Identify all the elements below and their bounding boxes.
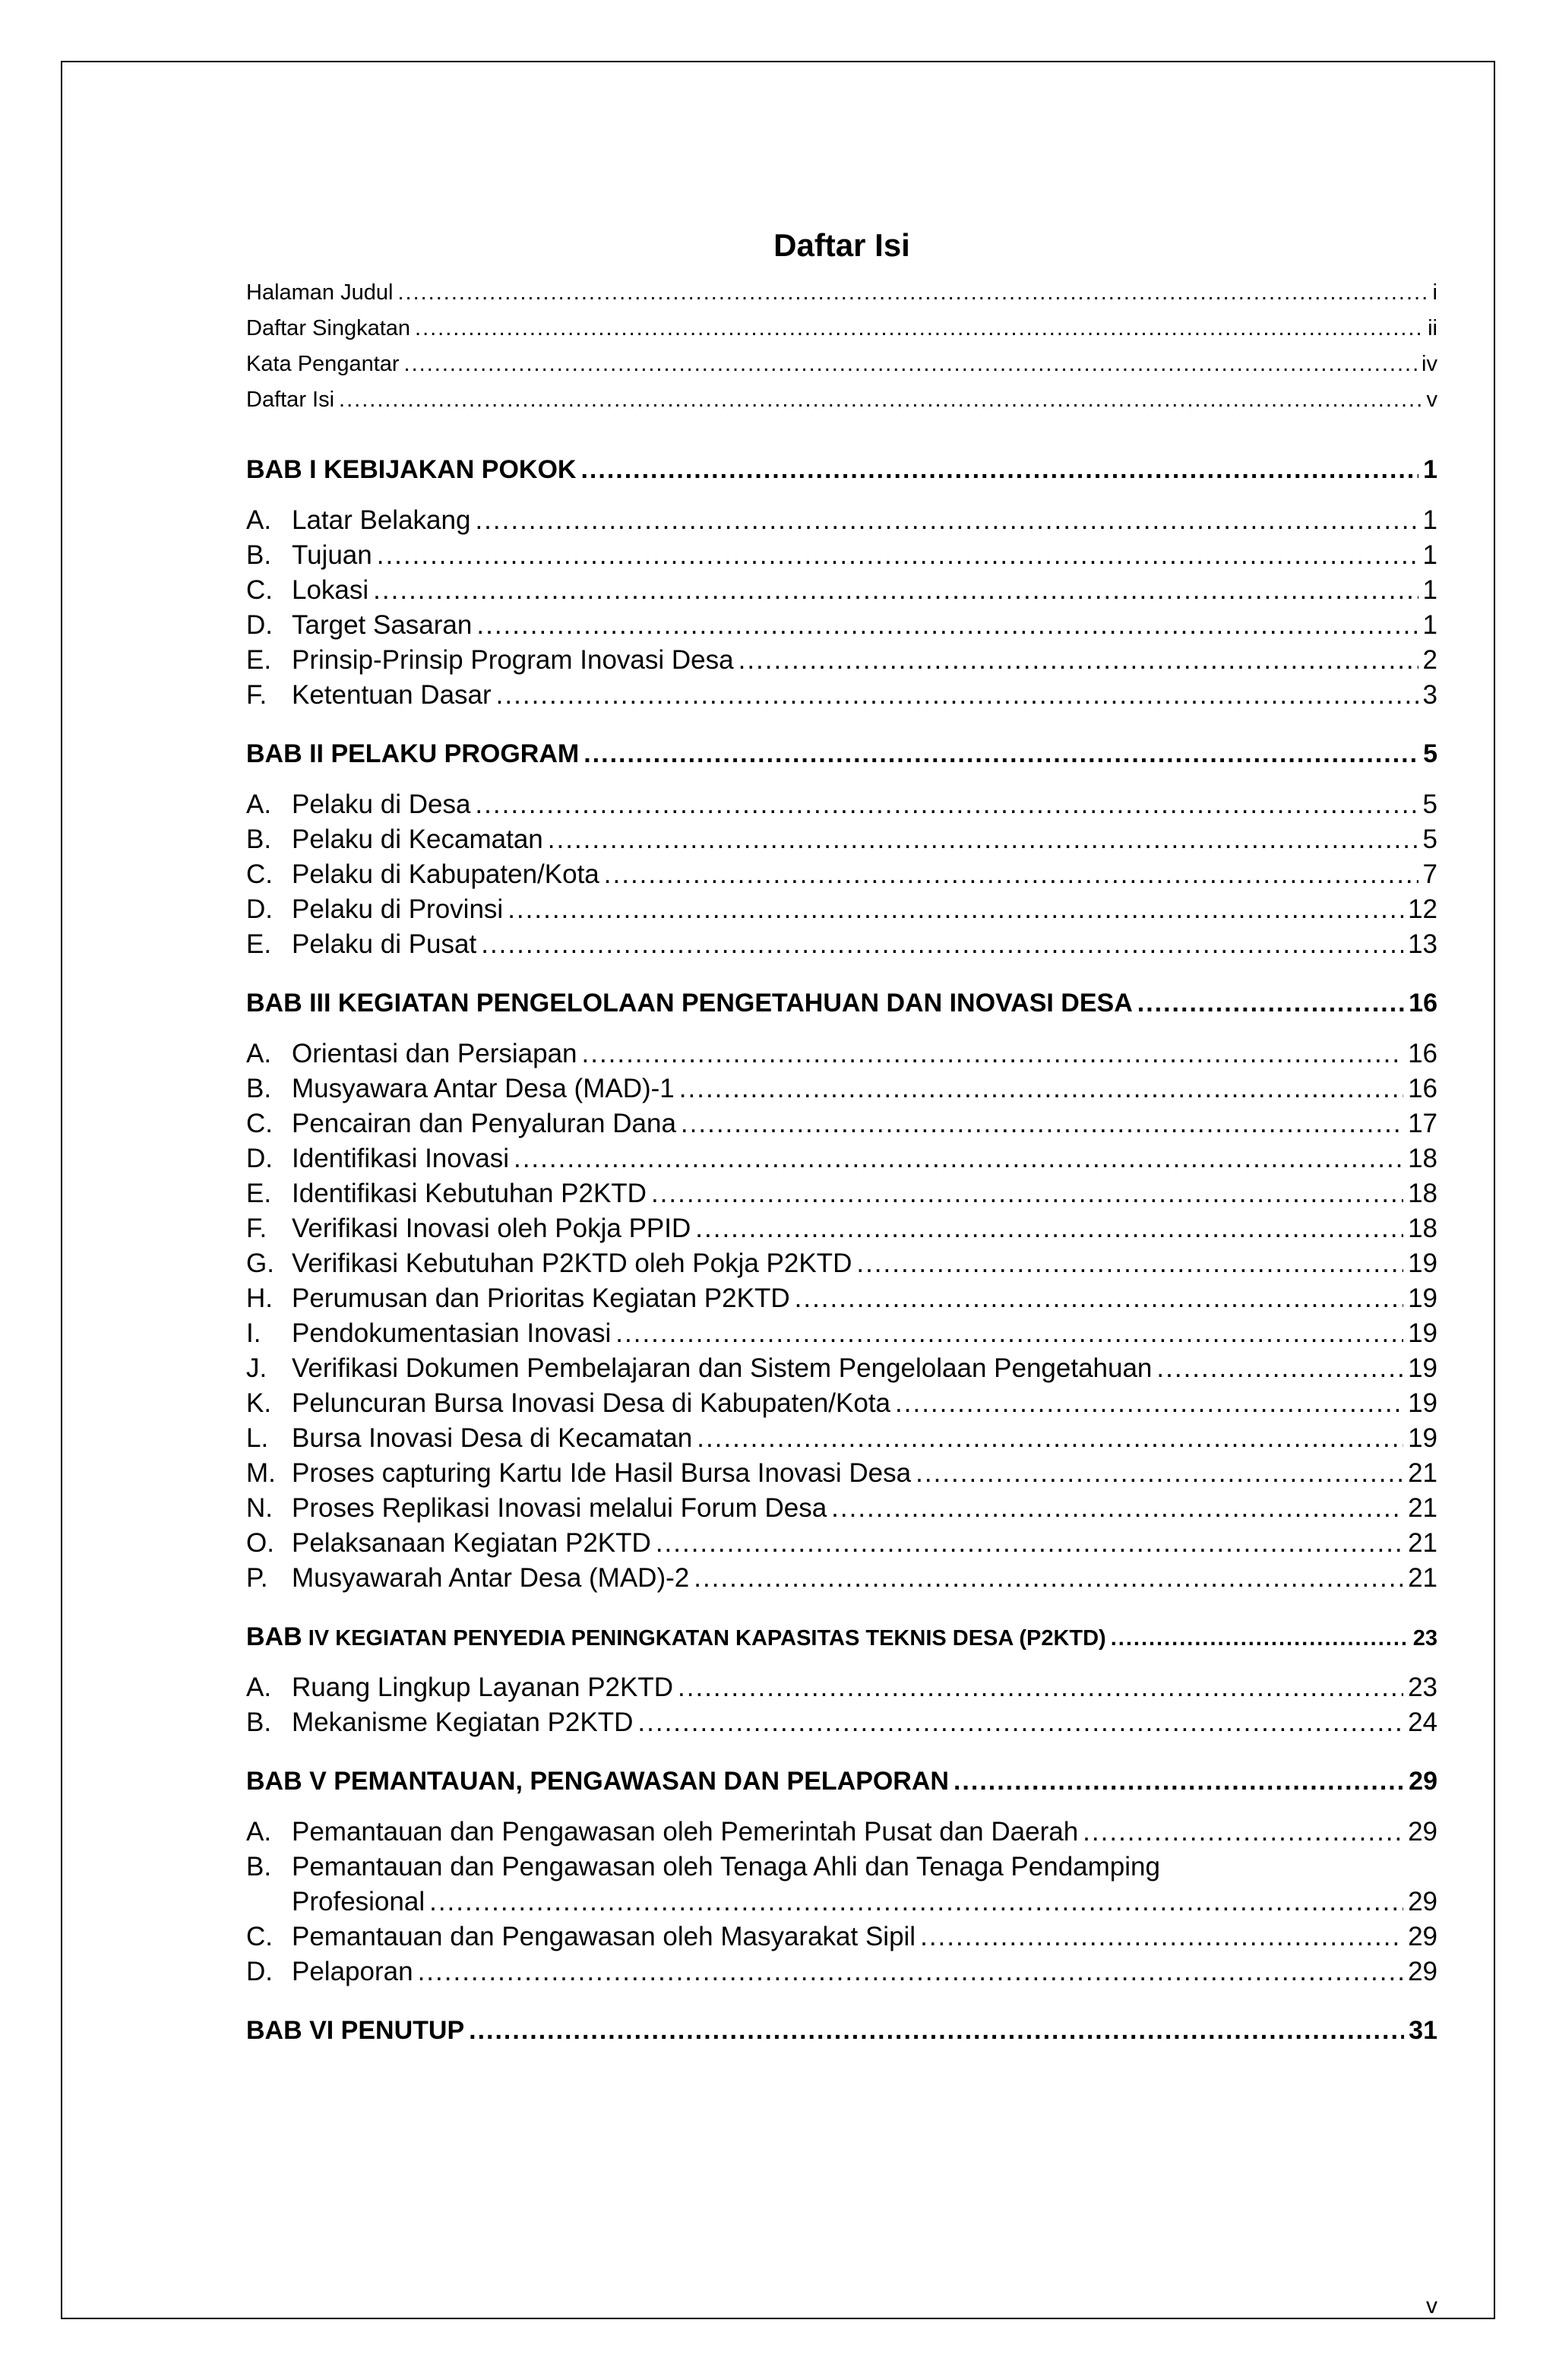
toc-label: Identifikasi Inovasi — [292, 1144, 509, 1173]
toc-letter: E. — [246, 929, 272, 959]
toc-entry[interactable] — [246, 1106, 1437, 1141]
toc-label: Pelaku di Desa — [292, 790, 471, 819]
toc-page: 13 — [1408, 929, 1437, 959]
toc-letter: A. — [246, 1673, 272, 1702]
toc-chapter-prefix: BAB — [246, 1622, 302, 1651]
toc-entry[interactable] — [246, 1421, 1437, 1456]
toc-page: 29 — [1408, 1887, 1437, 1916]
toc-label: Pelaku di Kecamatan — [292, 824, 543, 854]
leader-dots — [795, 1281, 1403, 1316]
toc-label: Musyawara Antar Desa (MAD)-1 — [292, 1074, 675, 1103]
toc-chapter-title: BAB V PEMANTAUAN, PENGAWASAN DAN PELAPORAN — [246, 1767, 949, 1796]
toc-label: Lokasi — [292, 575, 369, 605]
toc-entry-kata-pengantar[interactable] — [246, 350, 1437, 378]
leader-dots — [377, 538, 1418, 573]
toc-entry[interactable] — [246, 538, 1437, 573]
leader-dots — [954, 1764, 1404, 1798]
toc-label: Kata Pengantar — [246, 352, 400, 376]
toc-entry[interactable] — [246, 643, 1437, 678]
toc-page: 18 — [1408, 1214, 1437, 1243]
toc-letter: E. — [246, 1179, 272, 1208]
toc-page: 18 — [1408, 1179, 1437, 1208]
toc-letter: F. — [246, 680, 267, 710]
toc-entry[interactable] — [246, 1526, 1437, 1561]
toc-letter: A. — [246, 1039, 272, 1068]
leader-dots — [694, 1561, 1403, 1596]
toc-letter: N. — [246, 1493, 273, 1523]
toc-entry[interactable] — [246, 1071, 1437, 1106]
toc-page: ii — [1428, 316, 1437, 340]
leader-dots — [681, 1106, 1403, 1141]
toc-letter: C. — [246, 1922, 273, 1951]
leader-dots — [415, 315, 1423, 342]
toc-entry[interactable] — [246, 1491, 1437, 1526]
leader-dots — [582, 1037, 1404, 1071]
toc-page: 5 — [1423, 739, 1437, 768]
toc-entry[interactable] — [246, 857, 1437, 892]
toc-chapter-title: BAB I KEBIJAKAN POKOK — [246, 455, 577, 484]
toc-entry-halaman-judul[interactable] — [246, 279, 1437, 306]
toc-label: Latar Belakang — [292, 505, 471, 535]
toc-entry[interactable] — [246, 892, 1437, 927]
toc-entry[interactable] — [246, 1351, 1437, 1386]
toc-letter: B. — [246, 1074, 272, 1103]
toc-letter: B. — [246, 824, 272, 854]
toc-label: Prinsip-Prinsip Program Inovasi Desa — [292, 645, 734, 675]
toc-letter: K. — [246, 1388, 272, 1418]
toc-page: iv — [1422, 352, 1437, 376]
toc-entry[interactable] — [246, 1850, 1437, 1885]
toc-entry[interactable] — [246, 1176, 1437, 1211]
leader-dots — [475, 787, 1418, 822]
toc-page: 23 — [1412, 1626, 1437, 1650]
toc-entry[interactable] — [246, 1316, 1437, 1351]
leader-dots — [656, 1526, 1403, 1561]
leader-dots — [475, 503, 1418, 538]
toc-letter: I. — [246, 1318, 261, 1348]
toc-page: 31 — [1409, 2016, 1437, 2045]
leader-dots — [514, 1141, 1403, 1176]
toc-entry[interactable] — [246, 1386, 1437, 1421]
toc-letter: B. — [246, 540, 272, 570]
toc-letter: F. — [246, 1214, 267, 1243]
toc-page: 1 — [1423, 455, 1437, 484]
toc-chapter-bab-2[interactable] — [246, 737, 1437, 771]
toc-entry-daftar-isi[interactable] — [246, 386, 1437, 413]
toc-label: Pemantauan dan Pengawasan oleh Masyarakat Sipil — [292, 1922, 916, 1951]
toc-entry[interactable] — [246, 573, 1437, 608]
toc-letter: D. — [246, 1957, 273, 1986]
leader-dots — [580, 453, 1418, 486]
toc-chapter-bab-1[interactable] — [246, 453, 1437, 486]
leader-dots — [508, 892, 1403, 927]
toc-page: 29 — [1409, 1767, 1437, 1796]
toc-label: Verifikasi Dokumen Pembelajaran dan Sistem Pengelolaan Pengetahuan — [292, 1353, 1153, 1383]
toc-label: Pemantauan dan Pengawasan oleh Tenaga Ahli dan Tenaga Pendamping — [292, 1852, 1160, 1882]
toc-page: 19 — [1408, 1388, 1437, 1418]
toc-page: 19 — [1408, 1249, 1437, 1278]
toc-entry[interactable] — [246, 1920, 1437, 1954]
toc-label: Bursa Inovasi Desa di Kecamatan — [292, 1423, 693, 1453]
toc-letter: B. — [246, 1707, 272, 1737]
toc-label: Tujuan — [292, 540, 372, 570]
toc-label: Pelaku di Pusat — [292, 929, 477, 959]
toc-label: Peluncuran Bursa Inovasi Desa di Kabupaten/Kota — [292, 1388, 891, 1418]
toc-page: 16 — [1408, 1039, 1437, 1068]
toc-entry[interactable] — [246, 1954, 1437, 1989]
toc-entry[interactable] — [246, 1281, 1437, 1316]
toc-label: Musyawarah Antar Desa (MAD)-2 — [292, 1563, 690, 1593]
toc-entry[interactable] — [246, 1037, 1437, 1071]
toc-page: 29 — [1408, 1922, 1437, 1951]
toc-entry[interactable] — [246, 1246, 1437, 1281]
leader-dots — [651, 1176, 1403, 1211]
toc-page: 21 — [1408, 1493, 1437, 1523]
toc-page: 19 — [1408, 1353, 1437, 1383]
toc-label: Proses capturing Kartu Ide Hasil Bursa Inovasi Desa — [292, 1458, 912, 1488]
toc-label: Pelaku di Provinsi — [292, 894, 504, 924]
toc-label: Pendokumentasian Inovasi — [292, 1318, 612, 1348]
toc-label: Daftar Singkatan — [246, 316, 411, 340]
toc-page: 21 — [1408, 1458, 1437, 1488]
toc-page: 3 — [1422, 680, 1437, 710]
toc-label: Pelaku di Kabupaten/Kota — [292, 859, 599, 889]
toc-page: i — [1432, 280, 1437, 305]
leader-dots — [548, 822, 1418, 857]
toc-page: 1 — [1422, 575, 1437, 605]
toc-page: 5 — [1422, 790, 1437, 819]
toc-chapter-bab-3[interactable] — [246, 986, 1437, 1020]
toc-entry-daftar-singkatan[interactable] — [246, 315, 1437, 342]
toc-label: Verifikasi Kebutuhan P2KTD oleh Pokja P2KTD — [292, 1249, 852, 1278]
leader-dots — [584, 737, 1418, 771]
toc-page: 1 — [1422, 610, 1437, 640]
toc-chapter-title: IV KEGIATAN PENYEDIA PENINGKATAN KAPASITAS TEKNIS DESA (P2KTD) — [308, 1626, 1106, 1650]
toc-page: 1 — [1422, 505, 1437, 535]
leader-dots — [469, 2014, 1404, 2047]
toc-page: v — [1426, 388, 1437, 412]
leader-dots — [695, 1211, 1403, 1246]
leader-dots — [615, 1316, 1403, 1351]
toc-page: 19 — [1408, 1423, 1437, 1453]
leader-dots — [604, 857, 1418, 892]
leader-dots — [831, 1491, 1403, 1526]
toc-letter: D. — [246, 894, 273, 924]
toc-letter: A. — [246, 790, 272, 819]
leader-dots — [429, 1885, 1403, 1920]
toc-page: 5 — [1422, 824, 1437, 854]
toc-label: Orientasi dan Persiapan — [292, 1039, 577, 1068]
toc-page: 19 — [1408, 1283, 1437, 1313]
toc-letter: L. — [246, 1423, 269, 1453]
toc-letter: A. — [246, 1817, 272, 1847]
leader-dots — [679, 1071, 1403, 1106]
leader-dots — [1137, 986, 1404, 1020]
toc-page: 7 — [1422, 859, 1437, 889]
toc-page: 19 — [1408, 1318, 1437, 1348]
page-frame — [61, 61, 1495, 2319]
page-number: v — [1426, 2293, 1437, 2318]
toc-label: Perumusan dan Prioritas Kegiatan P2KTD — [292, 1283, 790, 1313]
toc-entry[interactable] — [246, 608, 1437, 643]
leader-dots — [738, 643, 1418, 678]
leader-dots — [856, 1246, 1403, 1281]
toc-page: 16 — [1408, 1074, 1437, 1103]
toc-letter: C. — [246, 859, 273, 889]
toc-label: Mekanisme Kegiatan P2KTD — [292, 1707, 634, 1737]
toc-entry[interactable] — [246, 1456, 1437, 1491]
toc-letter: J. — [246, 1353, 267, 1383]
leader-dots — [1156, 1351, 1403, 1386]
leader-dots — [1083, 1815, 1403, 1850]
toc-page: 2 — [1422, 645, 1437, 675]
leader-dots — [476, 608, 1418, 643]
toc-entry[interactable] — [246, 1561, 1437, 1596]
toc-letter: D. — [246, 610, 273, 640]
toc-page: 21 — [1408, 1528, 1437, 1558]
toc-page: 29 — [1408, 1817, 1437, 1847]
toc-label: Daftar Isi — [246, 388, 335, 412]
toc-letter: H. — [246, 1283, 273, 1313]
toc-label: Pelaksanaan Kegiatan P2KTD — [292, 1528, 651, 1558]
leader-dots — [339, 386, 1422, 413]
leader-dots — [418, 1954, 1403, 1989]
toc-label: Target Sasaran — [292, 610, 473, 640]
toc-letter: A. — [246, 505, 272, 535]
toc-entry[interactable] — [246, 787, 1437, 822]
toc-letter: B. — [246, 1852, 272, 1882]
toc-page: 12 — [1408, 894, 1437, 924]
toc-letter: M. — [246, 1458, 276, 1488]
toc-label: Verifikasi Inovasi oleh Pokja PPID — [292, 1214, 691, 1243]
leader-dots — [895, 1386, 1403, 1421]
toc-entry[interactable] — [246, 1815, 1437, 1850]
toc-page: 18 — [1408, 1144, 1437, 1173]
toc-page: 29 — [1408, 1957, 1437, 1986]
toc-letter: C. — [246, 1109, 273, 1138]
toc-letter: O. — [246, 1528, 274, 1558]
toc-chapter-bab-6[interactable] — [246, 2014, 1437, 2047]
toc-entry[interactable] — [246, 1670, 1437, 1705]
page-title: Daftar Isi — [773, 227, 910, 263]
toc-label: Ruang Lingkup Layanan P2KTD — [292, 1673, 674, 1702]
leader-dots — [404, 350, 1418, 378]
toc-label: Identifikasi Kebutuhan P2KTD — [292, 1179, 647, 1208]
toc-page: 17 — [1408, 1109, 1437, 1138]
toc-chapter-title: BAB III KEGIATAN PENGELOLAAN PENGETAHUAN DAN INOVASI DESA — [246, 989, 1133, 1018]
toc-entry[interactable] — [246, 678, 1437, 713]
toc-letter: G. — [246, 1249, 274, 1278]
toc-entry[interactable] — [246, 927, 1437, 962]
toc-letter: C. — [246, 575, 273, 605]
toc-page: 1 — [1422, 540, 1437, 570]
leader-dots — [697, 1421, 1403, 1456]
toc-letter: E. — [246, 645, 272, 675]
toc-page: 16 — [1409, 989, 1437, 1018]
toc-page: 23 — [1408, 1673, 1437, 1702]
toc-entry[interactable] — [246, 1705, 1437, 1740]
toc-chapter-title: BAB II PELAKU PROGRAM — [246, 739, 580, 768]
toc-entry[interactable] — [246, 1211, 1437, 1246]
leader-dots — [397, 279, 1428, 306]
toc-label: Pencairan dan Penyaluran Dana — [292, 1109, 676, 1138]
toc-page: 24 — [1408, 1707, 1437, 1737]
toc-page: 21 — [1408, 1563, 1437, 1593]
toc-chapter-bab-5[interactable] — [246, 1764, 1437, 1798]
toc-label: Ketentuan Dasar — [292, 680, 492, 710]
toc-entry-continuation[interactable] — [246, 1885, 1437, 1920]
toc-label: Profesional — [292, 1887, 425, 1916]
toc-entry[interactable] — [246, 822, 1437, 857]
toc-label: Pemantauan dan Pengawasan oleh Pemerintah Pusat dan Daerah — [292, 1817, 1079, 1847]
toc-entry[interactable] — [246, 503, 1437, 538]
toc-label: Proses Replikasi Inovasi melalui Forum Desa — [292, 1493, 827, 1523]
leader-dots — [916, 1456, 1403, 1491]
toc-label: Halaman Judul — [246, 280, 394, 305]
toc-label: Pelaporan — [292, 1957, 413, 1986]
leader-dots — [496, 678, 1418, 713]
toc-letter: P. — [246, 1563, 268, 1593]
leader-dots — [637, 1705, 1403, 1740]
leader-dots — [373, 573, 1418, 608]
toc-chapter-bab-4[interactable] — [246, 1620, 1437, 1654]
toc-entry[interactable] — [246, 1141, 1437, 1176]
leader-dots — [481, 927, 1403, 962]
toc-chapter-title: BAB VI PENUTUP — [246, 2016, 465, 2045]
leader-dots — [1111, 1622, 1409, 1655]
leader-dots — [678, 1670, 1403, 1705]
leader-dots — [920, 1920, 1403, 1954]
toc-letter: D. — [246, 1144, 273, 1173]
